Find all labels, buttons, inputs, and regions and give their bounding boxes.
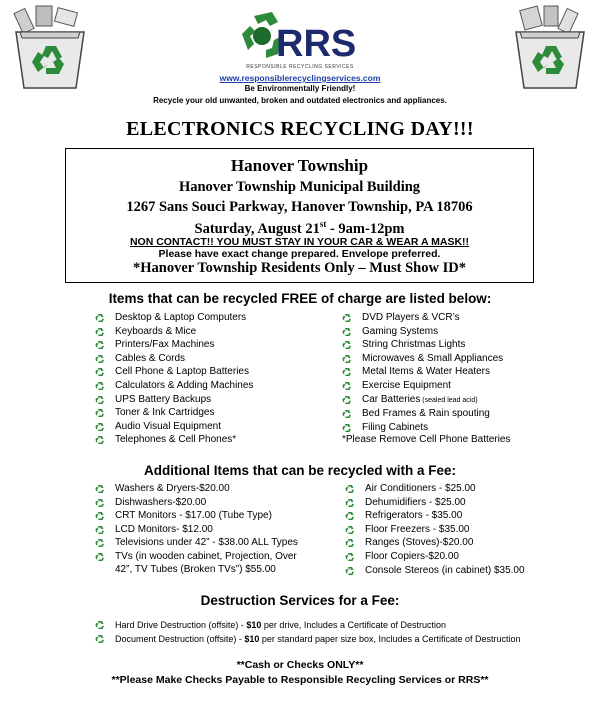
free-item bbox=[342, 311, 503, 325]
fee-item-label: Ranges (Stoves)-$20.00 bbox=[365, 537, 474, 549]
fee-item bbox=[345, 509, 525, 523]
recycle-bullet-icon bbox=[345, 498, 355, 508]
fee-item bbox=[95, 496, 298, 510]
recycle-bullet-icon bbox=[95, 620, 105, 630]
recycle-bullet-icon bbox=[345, 525, 355, 535]
recycle-bullet-icon bbox=[95, 525, 105, 535]
destruction-terms: per drive, Includes a Certificate of Destruction bbox=[261, 620, 446, 630]
fee-item bbox=[345, 482, 525, 496]
recycle-bullet-icon bbox=[342, 340, 352, 350]
free-item-label: Audio Visual Equipment bbox=[115, 420, 221, 432]
logo-text: RRS bbox=[276, 23, 357, 65]
free-item-label: Exercise Equipment bbox=[362, 379, 451, 391]
destruction-title: Destruction Services for a Fee: bbox=[200, 593, 400, 608]
fee-item bbox=[95, 536, 298, 550]
destruction-terms: per standard paper size box, Includes a Certificate of Destruction bbox=[259, 634, 521, 644]
recycle-bullet-icon bbox=[95, 313, 105, 323]
payment-note: Please have exact change prepared. Envelope preferred. bbox=[158, 248, 441, 260]
free-item bbox=[342, 379, 503, 393]
destruction-desc: Hard Drive Destruction (offsite) - bbox=[115, 620, 247, 630]
fee-item-label: Air Conditioners - $25.00 bbox=[365, 483, 476, 494]
recycle-bullet-icon bbox=[95, 498, 105, 508]
date-suffix: st bbox=[319, 219, 327, 229]
free-item bbox=[95, 393, 253, 407]
recycle-bullet-icon bbox=[95, 511, 105, 521]
event-details-box bbox=[65, 148, 534, 283]
free-item-label: Microwaves & Small Appliances bbox=[362, 352, 504, 364]
free-item bbox=[95, 325, 253, 339]
township-name: Hanover Township bbox=[230, 156, 369, 175]
fee-item-label: TVs (in wooden cabinet, Projection, Over bbox=[115, 550, 297, 562]
fee-items-left-list bbox=[95, 482, 298, 564]
fee-item bbox=[345, 564, 525, 578]
fee-item-label: Dehumidifiers - $25.00 bbox=[365, 496, 466, 508]
free-item-label: DVD Players & VCR’s bbox=[362, 312, 460, 323]
recycle-bullet-icon bbox=[95, 422, 105, 432]
date-main: Saturday, August 21 bbox=[194, 220, 320, 237]
recycle-bullet-icon bbox=[95, 340, 105, 350]
fee-items-title: Additional Items that can be recycled with a Fee: bbox=[143, 463, 457, 478]
date-time: - 9am-12pm bbox=[326, 220, 405, 237]
free-items-title: Items that can be recycled FREE of charge are listed below: bbox=[108, 291, 492, 306]
fee-item-label: Refrigerators - $35.00 bbox=[365, 510, 463, 522]
recycle-bullet-icon bbox=[95, 435, 105, 445]
recycle-bullet-icon bbox=[95, 408, 105, 418]
fee-item-label: CRT Monitors - $17.00 (Tube Type) bbox=[115, 510, 272, 522]
fee-item bbox=[345, 550, 525, 564]
recycle-bullet-icon bbox=[345, 566, 355, 576]
fee-item-label: Floor Copiers-$20.00 bbox=[365, 550, 459, 562]
free-item bbox=[342, 352, 503, 366]
destruction-item bbox=[95, 618, 521, 632]
recycle-bullet-icon bbox=[95, 395, 105, 405]
free-item bbox=[342, 365, 503, 379]
free-item-label: Cables & Cords bbox=[115, 352, 186, 364]
destruction-list bbox=[95, 618, 521, 646]
free-item-label: Toner & Ink Cartridges bbox=[115, 407, 215, 419]
recycle-bullet-icon bbox=[345, 484, 355, 494]
free-items-left-list bbox=[95, 311, 253, 447]
rrs-logo bbox=[238, 6, 362, 72]
cash-only-note: **Cash or Checks ONLY** bbox=[236, 659, 364, 671]
fee-item bbox=[345, 536, 525, 550]
recycle-bullet-icon bbox=[95, 538, 105, 548]
free-item-label: Desktop & Laptop Computers bbox=[115, 312, 247, 323]
recycle-bullet-icon bbox=[342, 381, 352, 391]
venue-address: 1267 Sans Souci Parkway, Hanover Township, PA 18706 bbox=[126, 199, 473, 215]
residents-only-note: *Hanover Township Residents Only – Must Show ID* bbox=[133, 260, 466, 276]
free-item bbox=[95, 379, 253, 393]
fee-item-label: Floor Freezers - $35.00 bbox=[365, 523, 470, 535]
recycle-bullet-icon bbox=[345, 552, 355, 562]
website-link[interactable]: www.responsiblerecyclingservices.com bbox=[219, 73, 381, 83]
slogan: Be Environmentally Friendly! bbox=[244, 84, 356, 93]
fee-item bbox=[345, 496, 525, 510]
event-date bbox=[66, 219, 533, 238]
free-item bbox=[95, 420, 253, 434]
recycle-bullet-icon bbox=[95, 354, 105, 364]
free-item bbox=[95, 433, 253, 447]
fee-item bbox=[95, 482, 298, 496]
recycle-bullet-icon bbox=[345, 511, 355, 521]
recycle-bullet-icon bbox=[342, 313, 352, 323]
destruction-desc: Document Destruction (offsite) - bbox=[115, 634, 245, 644]
destruction-item bbox=[95, 632, 521, 646]
fee-item bbox=[95, 550, 298, 564]
destruction-price: $10 bbox=[244, 634, 260, 644]
free-item bbox=[342, 407, 503, 421]
recycle-bullet-icon bbox=[342, 423, 352, 433]
recycle-bullet-icon bbox=[95, 484, 105, 494]
fee-items-right-list bbox=[345, 482, 525, 577]
recycle-bullet-icon bbox=[95, 367, 105, 377]
recycle-bullet-icon bbox=[95, 552, 105, 562]
free-item bbox=[342, 325, 503, 339]
fee-item-label: LCD Monitors- $12.00 bbox=[115, 523, 213, 535]
fee-item-continuation: 42”, TV Tubes (Broken TVs”) $55.00 bbox=[115, 564, 276, 575]
fee-item-label: Washers & Dryers-$20.00 bbox=[115, 483, 230, 494]
fee-item-label: Televisions under 42” - $38.00 ALL Types bbox=[115, 537, 298, 549]
free-item-label: Bed Frames & Rain spouting bbox=[362, 408, 490, 420]
recycle-bullet-icon bbox=[95, 327, 105, 337]
fee-item-label: Console Stereos (in cabinet) $35.00 bbox=[365, 564, 525, 576]
free-item-label: String Christmas Lights bbox=[362, 339, 466, 351]
free-item-label: Filing Cabinets bbox=[362, 421, 429, 433]
free-item-label: Cell Phone & Laptop Batteries bbox=[115, 366, 249, 378]
page-title: ELECTRONICS RECYCLING DAY!!! bbox=[126, 118, 474, 140]
free-item-label: Metal Items & Water Heaters bbox=[362, 366, 490, 378]
battery-footnote: *Please Remove Cell Phone Batteries bbox=[342, 434, 511, 445]
free-item-label: Calculators & Adding Machines bbox=[115, 379, 254, 391]
free-item-label: Gaming Systems bbox=[362, 325, 439, 337]
recycle-bullet-icon bbox=[342, 409, 352, 419]
intro-text: Recycle your old unwanted, broken and outdated electronics and appliances. bbox=[153, 96, 447, 105]
free-item-label: Keyboards & Mice bbox=[115, 325, 197, 337]
logo-tagline: RESPONSIBLE RECYCLING SERVICES bbox=[246, 64, 354, 70]
safety-warning: NON CONTACT!! YOU MUST STAY IN YOUR CAR & WEAR A MASK!! bbox=[129, 236, 470, 248]
free-items-right-list bbox=[342, 311, 503, 434]
free-item-label: Telephones & Cell Phones* bbox=[115, 434, 237, 446]
free-item bbox=[95, 365, 253, 379]
free-item-label: UPS Battery Backups bbox=[115, 393, 212, 405]
free-item-label: Printers/Fax Machines bbox=[115, 339, 215, 351]
car-batteries-note: (sealed lead acid) bbox=[420, 396, 478, 404]
recycle-bullet-icon bbox=[342, 354, 352, 364]
recycle-bullet-icon bbox=[342, 327, 352, 337]
recycle-bullet-icon bbox=[342, 367, 352, 377]
checks-payable-note: **Please Make Checks Payable to Responsible Recycling Services or RRS** bbox=[111, 674, 489, 686]
free-item-label: Car Batteries bbox=[362, 393, 421, 405]
recycle-bullet-icon bbox=[95, 381, 105, 391]
fee-item bbox=[95, 509, 298, 523]
free-item bbox=[342, 393, 503, 408]
fee-item bbox=[345, 523, 525, 537]
recycle-bullet-icon bbox=[345, 538, 355, 548]
venue-name: Hanover Township Municipal Building bbox=[178, 179, 421, 195]
fee-item bbox=[95, 523, 298, 537]
free-item bbox=[95, 352, 253, 366]
fee-item-label: Dishwashers-$20.00 bbox=[115, 496, 207, 508]
free-item bbox=[95, 338, 253, 352]
free-item bbox=[95, 311, 253, 325]
destruction-price: $10 bbox=[246, 620, 262, 630]
free-item bbox=[95, 406, 253, 420]
free-item bbox=[342, 338, 503, 352]
recycle-bullet-icon bbox=[342, 395, 352, 405]
free-item bbox=[342, 421, 503, 435]
recycle-bullet-icon bbox=[95, 634, 105, 644]
